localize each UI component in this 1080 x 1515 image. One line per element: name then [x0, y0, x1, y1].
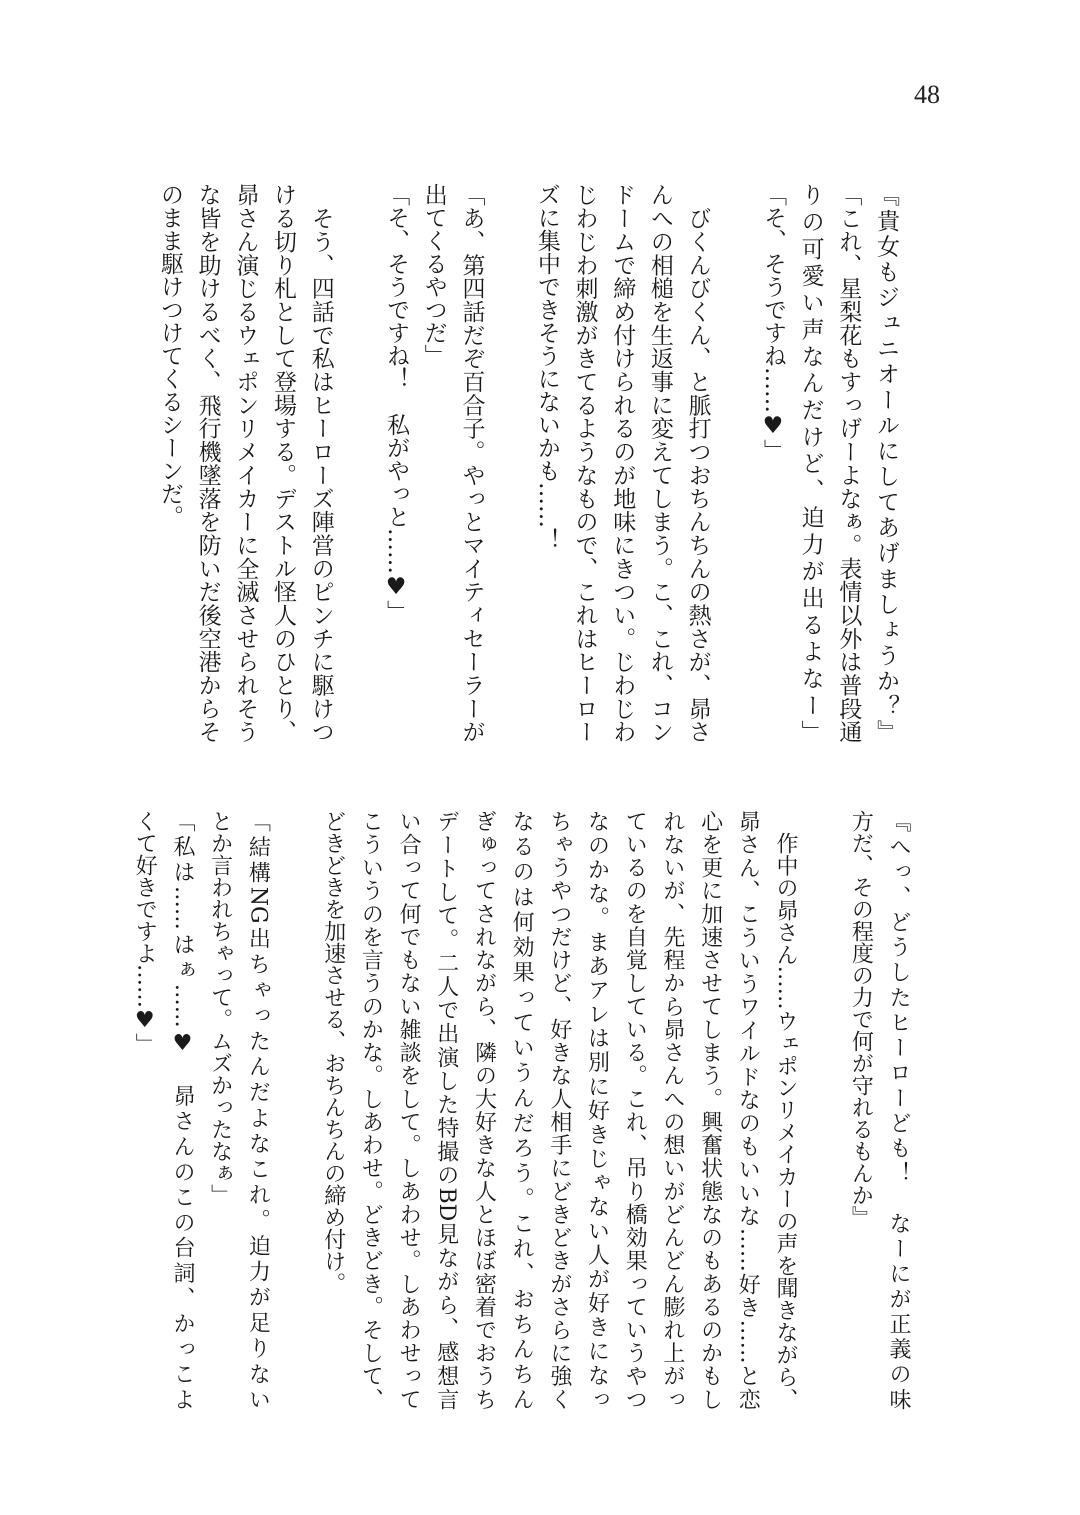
- text-line: 出てくるやつだ」: [420, 183, 447, 367]
- page-number: 48: [914, 80, 940, 109]
- text-line: 昴さん、こういうワイルドなのもいいな……好き……と恋: [735, 810, 761, 1410]
- text-line: 「そ、そうですね！ 私がやっと……♥」: [383, 183, 410, 623]
- text-line: こういうのを言うのかな。しあわせ。どきどき。そして、: [358, 810, 384, 1410]
- text-line: びくんびくん、と脈打つおちんちんの熱さが、昴さ: [684, 183, 711, 743]
- text-block-top: [150, 183, 904, 743]
- text-line: 「あ、第四話だぞ百合子。やっとマイティセーラーが: [458, 183, 485, 743]
- text-line: 「結構NG出ちゃったんだよなこれ。迫力が足りない: [245, 810, 271, 1410]
- text-line: 作中の昴さん……ウェポンリメイカーの声を聞きながら、: [772, 810, 798, 1410]
- text-line: ちゃうやつだけど、好きな人相手にどきどきがさらに強く: [546, 810, 572, 1410]
- text-line: 方だ、その程度の力で何が守れるもんか』: [848, 810, 874, 1228]
- text-line: とか言われちゃって。ムズかったなぁ」: [207, 810, 233, 1206]
- text-line: んへの相槌を生返事に変えてしまう。こ、これ、コン: [646, 183, 673, 743]
- text-line: ドームで締め付けられるのが地味にきつい。じわじわ: [609, 183, 636, 743]
- text-line: ているのを自覚している。これ、吊り橋効果っていうやつ: [622, 810, 648, 1410]
- text-line: じわじわ刺激がきてるようなもので、これはヒーロー: [571, 183, 598, 743]
- text-line: 昴さん演じるウェポンリメイカーに全滅させられそう: [232, 183, 259, 743]
- text-line: 「そ、そうですね……♥」: [759, 183, 786, 462]
- blank-line: [489, 183, 527, 743]
- text-line: ズに集中できそうにないかも……！: [533, 183, 560, 551]
- text-line: な皆を助けるべく、飛行機墜落を防いだ後空港からそ: [194, 183, 221, 743]
- text-line: りの可愛い声なんだけど、迫力が出るよなー」: [797, 183, 824, 743]
- text-line: デートして。二人で出演した特撮のBD見ながら、感想言: [433, 810, 459, 1410]
- text-line: れないが、先程から昴さんへの想いがどんどん膨れ上がっ: [659, 810, 685, 1410]
- text-line: 「私は……はぁ……♥ 昴さんのこの台詞、かっこよ: [169, 810, 195, 1410]
- text-line: ぎゅってされながら、隣の大好きな人とほぼ密着でおうち: [471, 810, 497, 1410]
- text-line: そう、四話で私はヒーローズ陣営のピンチに駆けつ: [307, 183, 334, 743]
- blank-line: [804, 810, 842, 1410]
- blank-line: [339, 183, 377, 743]
- text-line: 心を更に加速させてしまう。興奮状態なのもあるのかもし: [697, 810, 723, 1410]
- text-line: なるのは何効果っていうんだろう。これ、おちんちん: [509, 810, 535, 1410]
- text-line: くて好きですよ……♥」: [132, 810, 158, 1055]
- text-line: のまま駆けつけてくるシーンだ。: [156, 183, 183, 528]
- text-block-bottom: [126, 810, 917, 1410]
- text-line: ける切り札として登場する。デストル怪人のひとり、: [270, 183, 296, 743]
- text-line: 「これ、星梨花もすっげーよなぁ。表情以外は普段通: [835, 183, 862, 743]
- text-line: い合って何でもない雑談をして。しあわせ。しあわせって: [396, 810, 422, 1410]
- text-line: なのかな。まあアレは別に好きじゃない人が好きになっ: [584, 810, 610, 1410]
- text-line: 『へっ、どうしたヒーローども！ なーにが正義の味: [886, 810, 911, 1410]
- blank-line: [276, 810, 314, 1410]
- text-line: どきどきを加速させる、おちんちんの締め付け。: [320, 810, 346, 1294]
- text-line: 『貴女もジュニオールにしてあげましょうか？』: [873, 183, 899, 743]
- blank-line: [716, 183, 754, 743]
